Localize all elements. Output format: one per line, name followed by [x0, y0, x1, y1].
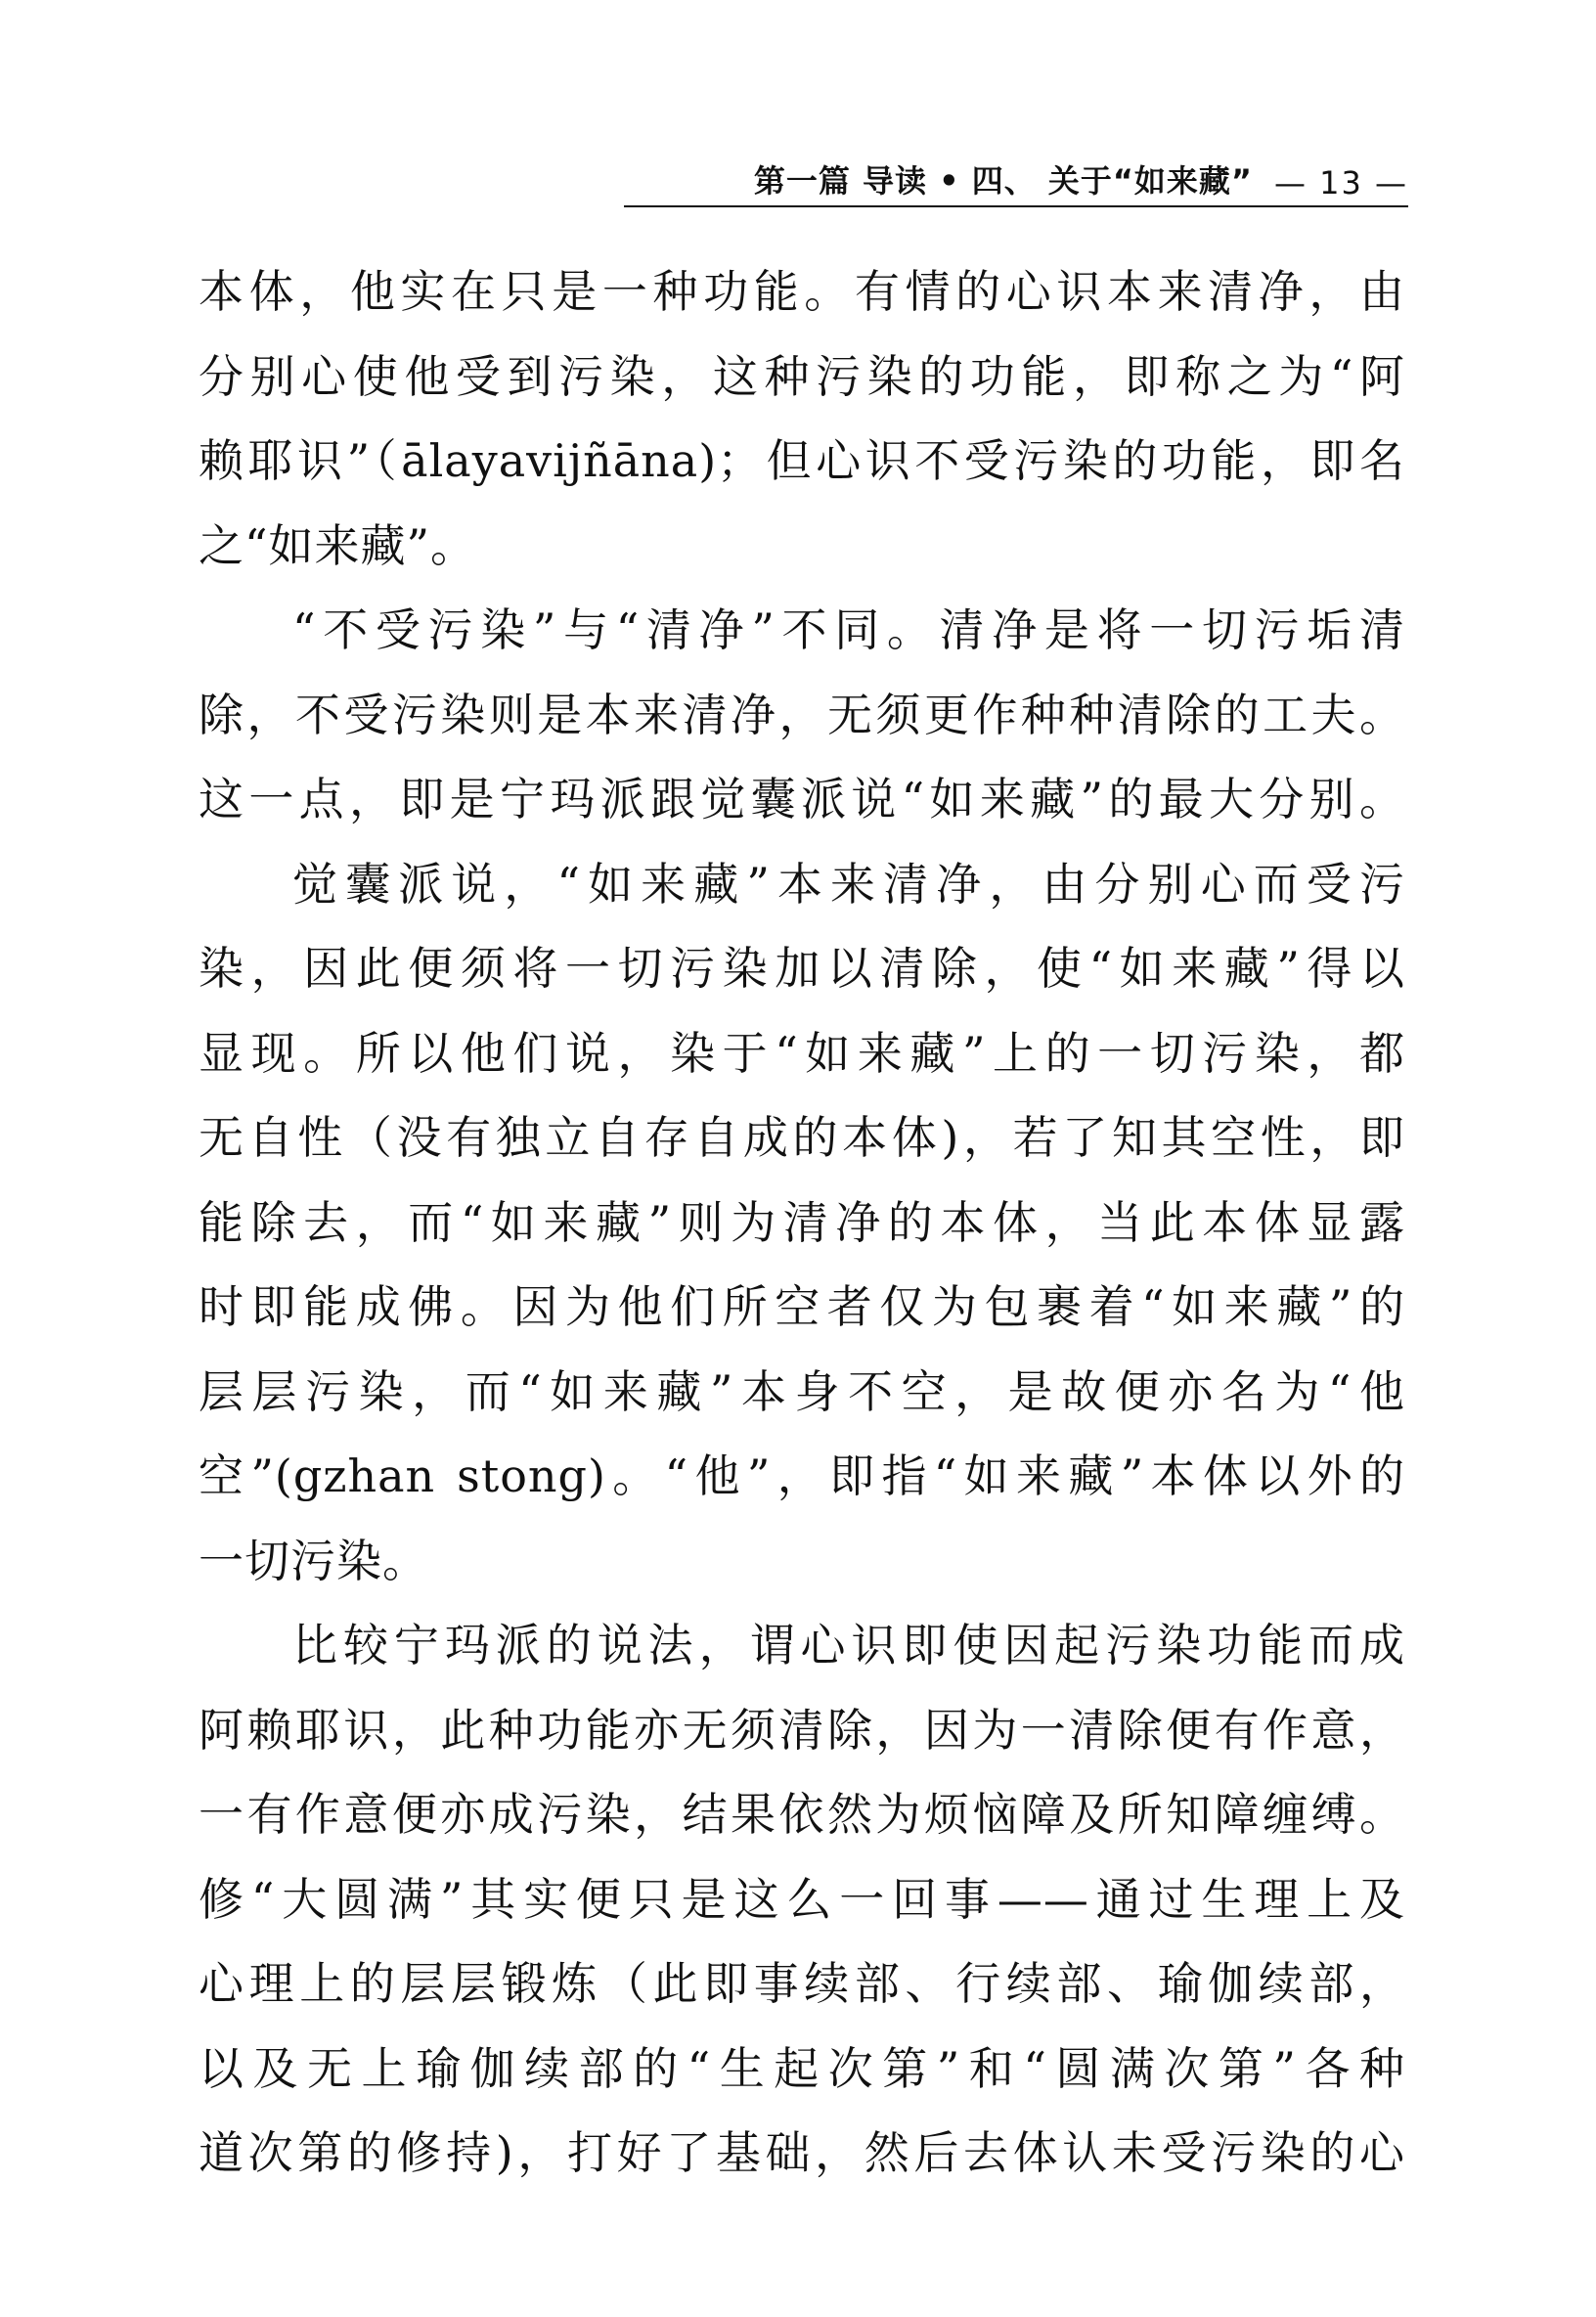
- text-line: 赖耶识”（ālayavijñāna)；但心识不受污染的功能，即名: [199, 434, 1405, 487]
- text-line: 一有作意便亦成污染，结果依然为烦恼障及所知障缠缚。: [199, 1788, 1405, 1841]
- text-line: 心理上的层层锻炼（此即事续部、行续部、瑜伽续部，: [199, 1957, 1405, 2010]
- paragraph-first-line: “不受污染”与“清净”不同。清净是将一切污垢清: [292, 603, 1405, 656]
- text-line: 分别心使他受到污染，这种污染的功能，即称之为“阿: [199, 349, 1405, 403]
- text-line: 修“大圆满”其实便只是这么一回事——通过生理上及: [199, 1872, 1405, 1926]
- running-title: 第一篇 导读 • 四、 关于“如来藏”: [753, 162, 1253, 200]
- text-line: 无自性（没有独立自存自成的本体)，若了知其空性，即: [199, 1111, 1405, 1164]
- text-line: 显现。所以他们说，染于“如来藏”上的一切污染，都: [199, 1026, 1405, 1080]
- header-rule: [624, 205, 1408, 207]
- text-line: 时即能成佛。因为他们所空者仅为包裹着“如来藏”的: [199, 1280, 1405, 1333]
- paragraph-first-line: 比较宁玛派的说法，谓心识即使因起污染功能而成: [292, 1619, 1405, 1671]
- text-line: 层层污染，而“如来藏”本身不空，是故便亦名为“他: [199, 1364, 1405, 1418]
- text-line: 以及无上瑜伽续部的“生起次第”和“圆满次第”各种: [199, 2041, 1405, 2095]
- text-line: 一切污染。: [199, 1534, 428, 1587]
- page-number: — 13 —: [1273, 164, 1408, 201]
- text-line: 道次第的修持)，打好了基础，然后去体认未受污染的心: [199, 2126, 1405, 2179]
- text-line: 除，不受污染则是本来清净，无须更作种种清除的工夫。: [199, 688, 1405, 741]
- text-line: 能除去，而“如来藏”则为清净的本体，当此本体显露: [199, 1195, 1405, 1249]
- text-line: 空”(gzhan stong)。“他”，即指“如来藏”本体以外的: [199, 1449, 1405, 1502]
- text-line: 这一点，即是宁玛派跟觉囊派说“如来藏”的最大分别。: [199, 773, 1405, 825]
- body-text: [199, 249, 1405, 2245]
- running-header: [626, 155, 1408, 201]
- text-line: 之“如来藏”。: [199, 518, 477, 572]
- text-line: 本体，他实在只是一种功能。有情的心识本来清净，由: [199, 265, 1405, 318]
- text-line: 阿赖耶识，此种功能亦无须清除，因为一清除便有作意，: [199, 1703, 1405, 1757]
- paragraph-first-line: 觉囊派说，“如来藏”本来清净，由分别心而受污: [292, 857, 1405, 911]
- text-line: 染，因此便须将一切污染加以清除，使“如来藏”得以: [199, 942, 1405, 995]
